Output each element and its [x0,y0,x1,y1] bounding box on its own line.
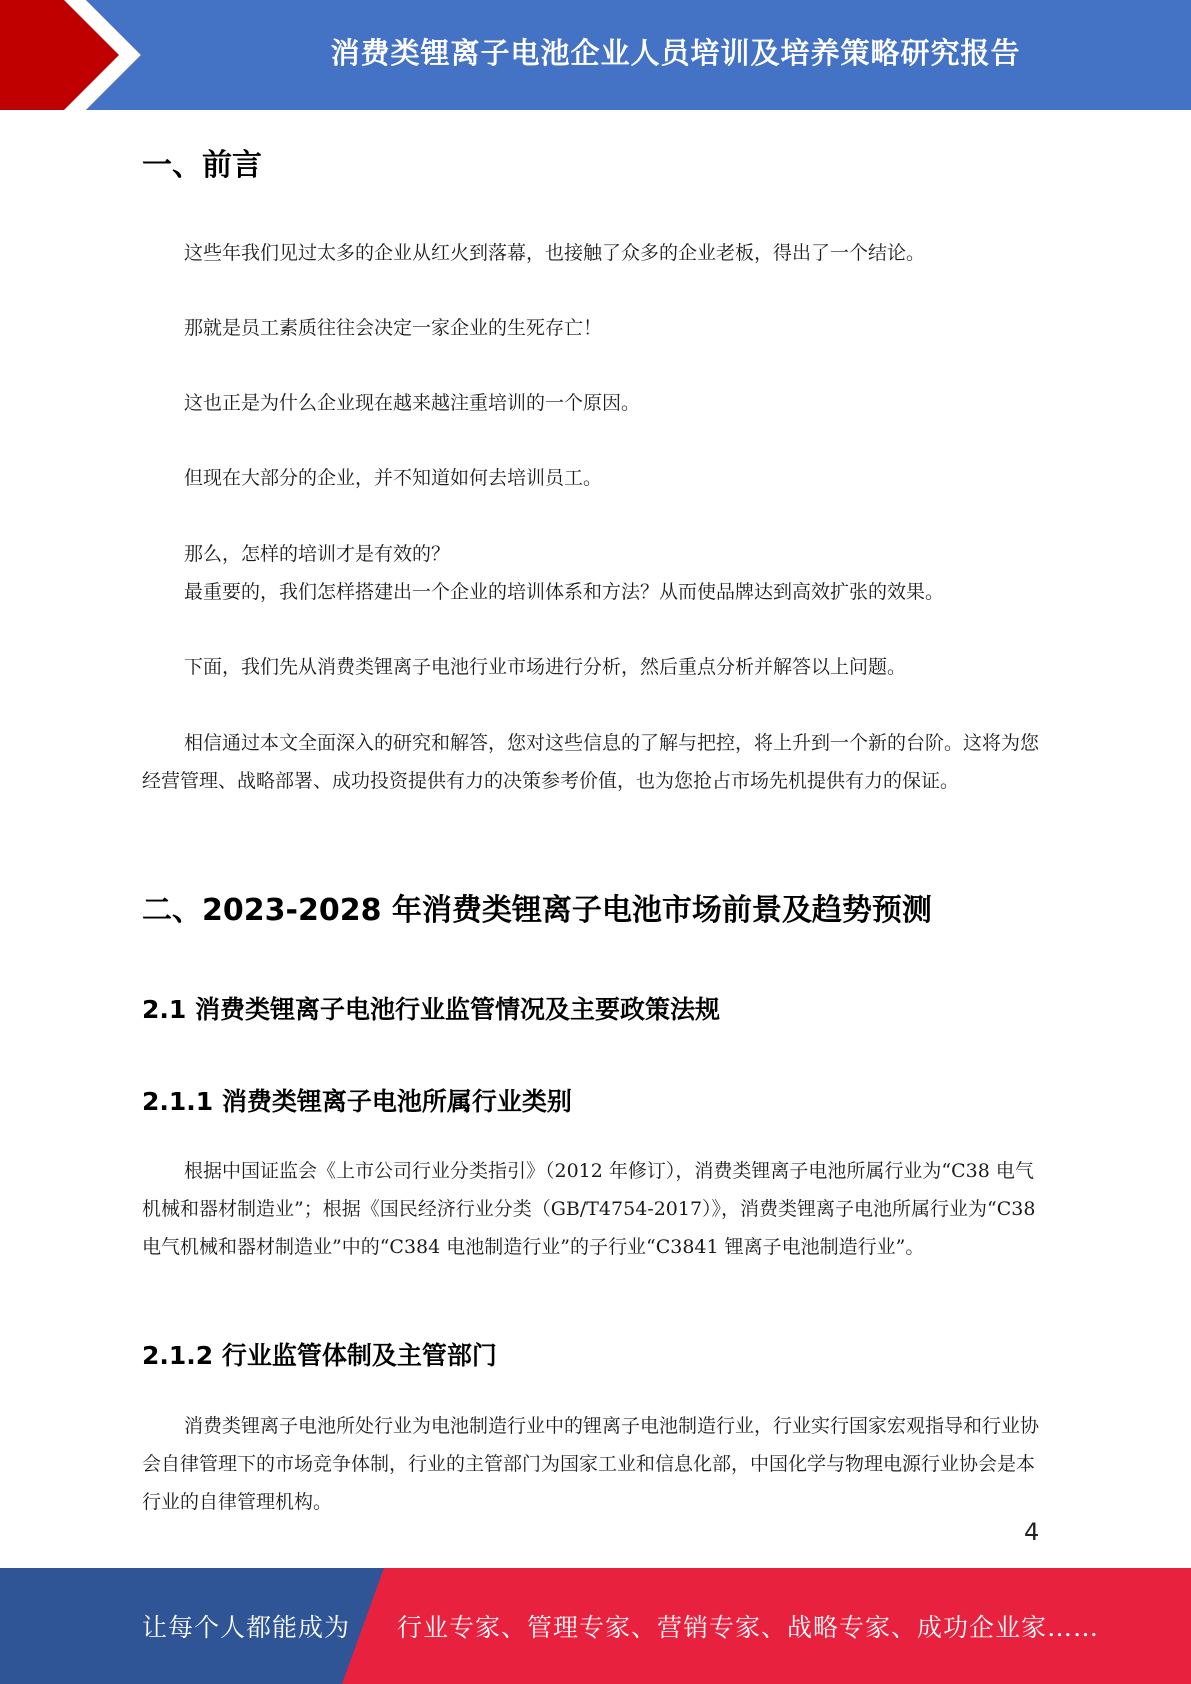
section-heading-preface: 一、前言 [142,148,262,183]
paragraph: 最重要的，我们怎样搭建出一个企业的培训体系和方法？从而使品牌达到高效扩张的效果。 [184,581,945,603]
paragraph: 但现在大部分的企业，并不知道如何去培训员工。 [184,467,603,489]
paragraph: 根据中国证监会《上市公司行业分类指引》（2012 年修订），消费类锂离子电池所属行业为“C38 电气机械和器材制造业”；根据《国民经济行业分类（GB/T4754-2017）》，消费类锂离子电池所属行业为“C38 电气机械和器材制造业”中的“C384 电池制造行业”的子行业“C3841 锂离子电池制造行业”。 [142,1160,1036,1258]
header-banner [0,0,1191,110]
red-chevron-decoration [0,0,160,110]
footer-banner [0,1568,1191,1684]
paragraph: 这也正是为什么企业现在越来越注重培训的一个原因。 [184,392,641,414]
subsection-heading-2-1-2: 2.1.2 行业监管体制及主管部门 [142,1341,497,1370]
paragraph: 这些年我们见过太多的企业从红火到落幕，也接触了众多的企业老板，得出了一个结论。 [184,242,926,264]
subsection-heading-2-1-1: 2.1.1 消费类锂离子电池所属行业类别 [142,1087,572,1116]
footer-slogan-left: 让每个人都能成为 [142,1613,351,1642]
paragraph: 那就是员工素质往往会决定一家企业的生死存亡！ [184,317,603,339]
paragraph: 下面，我们先从消费类锂离子电池行业市场进行分析，然后重点分析并解答以上问题。 [184,656,907,678]
report-title: 消费类锂离子电池企业人员培训及培养策略研究报告 [330,35,1021,70]
paragraph: 那么，怎样的培训才是有效的？ [184,543,451,565]
paragraph: 消费类锂离子电池所处行业为电池制造行业中的锂离子电池制造行业，行业实行国家宏观指导和行业协会自律管理下的市场竞争体制，行业的主管部门为国家工业和信息化部，中国化学与物理电源行业协会是本行业的自律管理机构。 [142,1415,1040,1513]
page-number: 4 [1024,1518,1040,1546]
subsection-heading-2-1: 2.1 消费类锂离子电池行业监管情况及主要政策法规 [142,995,720,1024]
section-heading-market-outlook: 二、2023-2028 年消费类锂离子电池市场前景及趋势预测 [142,893,932,928]
paragraph: 相信通过本文全面深入的研究和解答，您对这些信息的了解与把控，将上升到一个新的台阶。这将为您经营管理、战略部署、成功投资提供有力的决策参考价值，也为您抢占市场先机提供有力的保证。 [142,732,1040,792]
footer-slogan-right: 行业专家、管理专家、营销专家、战略专家、成功企业家…… [397,1613,1100,1642]
